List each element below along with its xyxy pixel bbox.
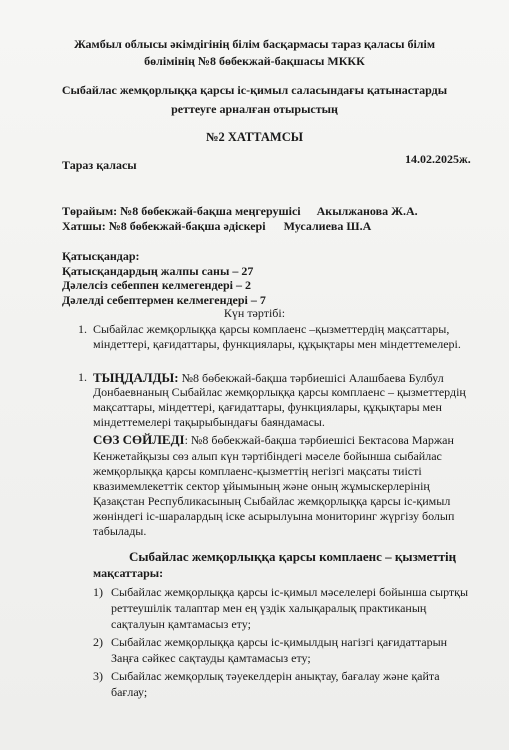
goal-1-line-3: сақталуын қамтамасыз ету; <box>111 617 251 631</box>
agenda-item-number: 1. <box>78 322 87 336</box>
chair-role: №8 бөбекжай-бақша меңгерушісі <box>120 204 301 218</box>
listened-line-2: Донбаевнаның Сыбайлас жемқорлыққа қарсы комплаенс – қызметтердің <box>93 385 466 399</box>
agenda-item-line-1: Сыбайлас жемқорлыққа қарсы комплаенс –қызметтердің мақсаттары, <box>93 322 450 336</box>
participants-absent-excused: Дәлелді себептермен келмегендері – 7 <box>62 293 266 307</box>
participants-heading: Қатысқандар: <box>62 249 140 263</box>
chair-label: Төрайым: <box>62 204 118 218</box>
spoke-line-2: Кенжетайқызы сөз алып күн тәртібіндегі мәселе бойынша сыбайлас <box>93 449 442 463</box>
goal-1-line-1: Сыбайлас жемқорлыққа қарсы іс-қимыл мәселелері бойынша сыртқы <box>111 585 469 599</box>
agenda-item-line-2: міндеттері, қағидаттары, функциялары, құқықтары мен міндеттемелері. <box>93 337 461 351</box>
goal-2-line-1: Сыбайлас жемқорлыққа қарсы іс-қимылдың нагізгі қағидаттарын <box>111 635 448 649</box>
secretary-line <box>62 219 371 234</box>
goal-2-number: 2) <box>93 635 103 649</box>
agenda-heading: Күн тәртібі: <box>223 306 286 320</box>
goal-1-line-2: реттеушілік талаптар мен ең үздік халықаралық практиканың <box>111 601 427 615</box>
date: 14.02.2025ж. <box>405 152 471 166</box>
city: Тараз қаласы <box>62 158 137 172</box>
participants-total: Қатысқандардың жалпы саны – 27 <box>62 264 254 278</box>
section-title-line-1: Сыбайлас жемқорлыққа қарсы комплаенс – қызметтің <box>129 549 457 564</box>
protocol-title: №2 ХАТТАМСЫ <box>205 130 304 144</box>
spoke-line-7: табылады. <box>93 524 147 538</box>
spoke-line-1 <box>93 432 454 448</box>
goal-3-number: 3) <box>93 669 103 683</box>
section-title-line-2: мақсаттары: <box>93 566 164 580</box>
chair-line <box>62 204 418 219</box>
goal-1-number: 1) <box>93 585 103 599</box>
goal-2-line-2: Заңға сәйкес сақтауды қамтамасыз ету; <box>111 651 311 665</box>
secretary-label: Хатшы: <box>62 219 106 233</box>
spoke-line-3: жемқорлыққа қарсы комплаенс-қызметтің негізгі мақсаты тиісті <box>93 464 422 478</box>
listened-label: ТЫҢДАЛДЫ: <box>93 370 179 385</box>
listened-line-3: мақсаттары, міндеттері, қағидаттары, функциялары, құқықтары мен <box>93 400 442 414</box>
goal-3-line-2: бағлау; <box>111 685 148 699</box>
title-line-1: Сыбайлас жемқорлыққа қарсы іс-қимыл саласындағы қатынастарды <box>61 83 448 97</box>
secretary-name: Мусалиева Ш.А <box>283 219 372 233</box>
chair-name: Акылжанова Ж.А. <box>316 204 418 218</box>
header-line-2: бөлімінің №8 бөбекжай-бақшасы МККК <box>144 54 365 68</box>
secretary-role: №8 бөбекжай-бақша әдіскері <box>108 219 266 233</box>
header-line-1: Жамбыл облысы әкімдігінің білім басқармасы тараз қаласы білім <box>73 37 436 51</box>
listened-line-4: міндеттемелері тақырыбындағы баяндамасы. <box>93 415 325 429</box>
participants-absent-unexcused: Дәлелсіз себеппен келмегендері – 2 <box>62 278 251 292</box>
spoke-text-1: : №8 бөбекжай-бақша тәрбиешісі Бектасова Маржан <box>184 433 454 447</box>
listened-line-1 <box>93 370 444 386</box>
title-line-2: реттеуге арналған отырыстың <box>171 102 338 116</box>
listened-text-1: №8 бөбекжай-бақша тәрбиешісі Алашбаева Булбул <box>178 371 444 385</box>
spoke-line-4: квазимемлекеттік сектор ұйымының және оның жұмыскерлерінің <box>93 479 430 493</box>
spoke-line-6: жөніндегі іс-шаралардың іске асырылуына мониторинг жүргізу болып <box>93 509 455 523</box>
spoke-line-5: Қазақстан Республикасының Сыбайлас жемқорлыққа қарсы іс-қимыл <box>93 494 451 508</box>
listened-number: 1. <box>78 370 87 384</box>
goal-3-line-1: Сыбайлас жемқорлық тәуекелдерін анықтау, бағалау және қайта <box>111 669 440 683</box>
spoke-label: СӨЗ СӨЙЛЕДІ <box>93 432 185 447</box>
